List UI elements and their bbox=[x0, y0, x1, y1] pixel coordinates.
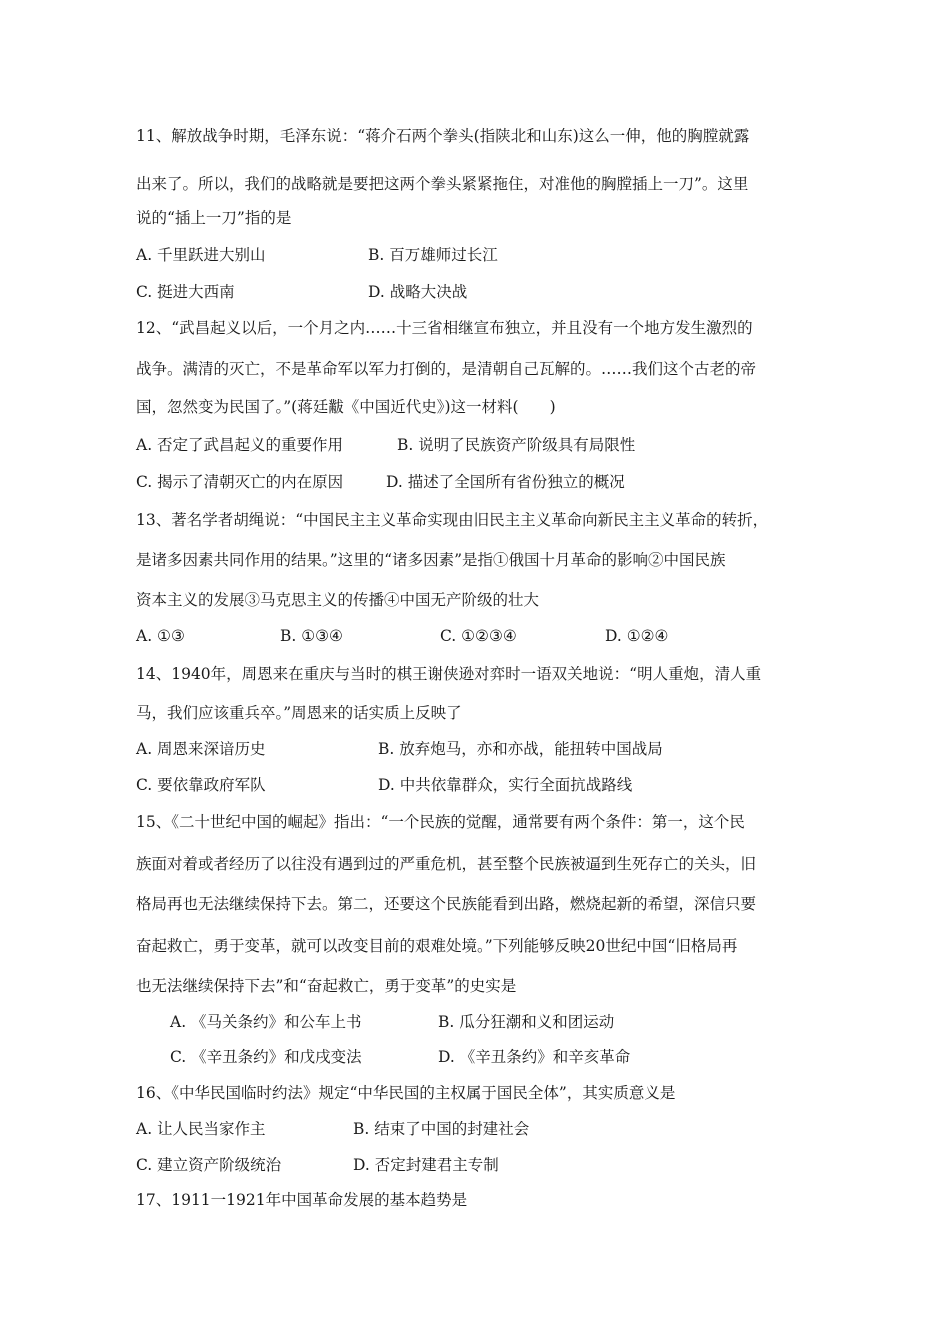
q15-stem-line4: 奋起救亡，勇于变革，就可以改变目前的艰难处境。”下列能够反映20世纪中国“旧格局再 bbox=[136, 937, 738, 955]
q11-option-b: B. 百万雄师过长江 bbox=[368, 246, 498, 264]
q11-stem-line3: 说的“插上一刀”指的是 bbox=[136, 209, 292, 227]
q16-option-b: B. 结束了中国的封建社会 bbox=[353, 1120, 530, 1138]
q16-stem-line1: 16、《中华民国临时约法》规定“中华民国的主权属于国民全体”，其实质意义是 bbox=[136, 1084, 676, 1102]
q12-option-a: A. 否定了武昌起义的重要作用 bbox=[136, 436, 344, 454]
q15-stem-line5: 也无法继续保持下去”和“奋起救亡，勇于变革”的史实是 bbox=[136, 977, 517, 995]
q13-option-b: B. ①③④ bbox=[280, 627, 343, 645]
q11-stem-line1: 11、解放战争时期，毛泽东说：“蒋介石两个拳头(指陕北和山东)这么一伸，他的胸膛就露 bbox=[136, 127, 750, 145]
q12-option-d: D. 描述了全国所有省份独立的概况 bbox=[386, 473, 625, 491]
q12-option-c: C. 揭示了清朝灭亡的内在原因 bbox=[136, 473, 344, 491]
q13-option-a: A. ①③ bbox=[136, 627, 185, 645]
q16-option-a: A. 让人民当家作主 bbox=[136, 1120, 266, 1138]
q14-option-a: A. 周恩来深谙历史 bbox=[136, 740, 266, 758]
q14-option-d: D. 中共依靠群众，实行全面抗战路线 bbox=[378, 776, 633, 794]
q14-stem-line2: 马，我们应该重兵卒。”周恩来的话实质上反映了 bbox=[136, 704, 462, 722]
q16-option-c: C. 建立资产阶级统治 bbox=[136, 1156, 282, 1174]
q15-option-a: A. 《马关条约》和公车上书 bbox=[170, 1013, 362, 1031]
q15-stem-line3: 格局再也无法继续保持下去。第二，还要这个民族能看到出路，燃烧起新的希望，深信只要 bbox=[136, 895, 757, 913]
q12-stem-line3: 国，忽然变为民国了。”(蒋廷黻《中国近代史》)这一材料( ) bbox=[136, 398, 556, 416]
q13-option-d: D. ①②④ bbox=[605, 627, 669, 645]
q17-stem-line1: 17、1911一1921年中国革命发展的基本趋势是 bbox=[136, 1191, 468, 1209]
q13-stem-line3: 资本主义的发展③马克思主义的传播④中国无产阶级的壮大 bbox=[136, 591, 540, 609]
q11-option-a: A. 千里跃进大别山 bbox=[136, 246, 266, 264]
q11-stem-line2: 出来了。所以，我们的战略就是要把这两个拳头紧紧拖住，对准他的胸膛插上一刀”。这里 bbox=[136, 175, 749, 193]
q14-stem-line1: 14、1940年，周恩来在重庆与当时的棋王谢侠逊对弈时一语双关地说：“明人重炮，清人重 bbox=[136, 665, 762, 683]
q14-option-c: C. 要依靠政府军队 bbox=[136, 776, 266, 794]
q16-option-d: D. 否定封建君主专制 bbox=[353, 1156, 499, 1174]
q11-option-c: C. 挺进大西南 bbox=[136, 283, 235, 301]
q12-option-b: B. 说明了民族资产阶级具有局限性 bbox=[397, 436, 636, 454]
q13-stem-line1: 13、著名学者胡绳说：“中国民主主义革命实现由旧民主主义革命向新民主主义革命的转折， bbox=[136, 511, 769, 529]
q15-stem-line1: 15、《二十世纪中国的崛起》指出：“一个民族的觉醒，通常要有两个条件：第一，这个民 bbox=[136, 813, 745, 831]
q11-option-d: D. 战略大决战 bbox=[368, 283, 468, 301]
q15-option-c: C. 《辛丑条约》和戊戌变法 bbox=[170, 1048, 362, 1066]
q15-stem-line2: 族面对着或者经历了以往没有遇到过的严重危机，甚至整个民族被逼到生死存亡的关头，旧 bbox=[136, 855, 757, 873]
q15-option-b: B. 瓜分狂潮和义和团运动 bbox=[438, 1013, 615, 1031]
q15-option-d: D. 《辛丑条约》和辛亥革命 bbox=[438, 1048, 631, 1066]
q13-stem-line2: 是诸多因素共同作用的结果。”这里的“诸多因素”是指①俄国十月革命的影响②中国民族 bbox=[136, 551, 726, 569]
q14-option-b: B. 放弃炮马，亦和亦战，能扭转中国战局 bbox=[378, 740, 663, 758]
q12-stem-line1: 12、“武昌起义以后，一个月之内……十三省相继宣布独立，并且没有一个地方发生激烈的 bbox=[136, 319, 753, 337]
q12-stem-line2: 战争。满清的灭亡，不是革命军以军力打倒的，是清朝自己瓦解的。……我们这个古老的帝 bbox=[136, 360, 757, 378]
q13-option-c: C. ①②③④ bbox=[440, 627, 517, 645]
